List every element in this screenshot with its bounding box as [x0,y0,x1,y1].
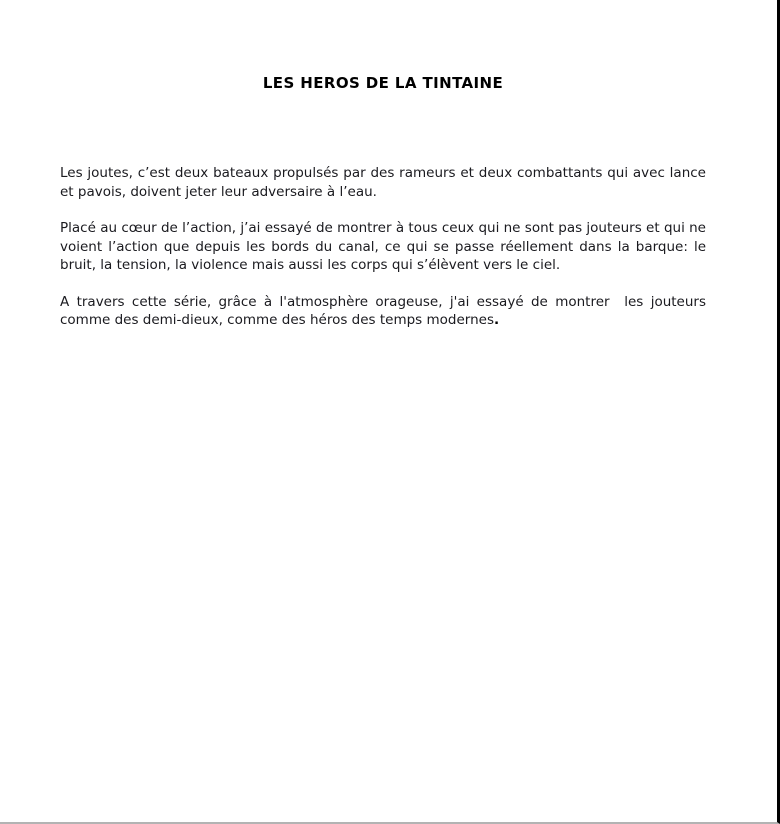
paragraph-2 [60,219,706,275]
paragraph-1-text: Les joutes, c’est deux bateaux propulsés par des rameurs et deux combattants qui avec lance et pavois, doivent jeter leur adversaire à l’eau. [60,165,706,200]
paragraph-1 [60,164,706,201]
document-title: LES HEROS DE LA TINTAINE [262,74,504,92]
paragraph-3-text: A travers cette série, grâce à l'atmosphère orageuse, j'ai essayé de montrer les jouteurs comme des demi-dieux, comme des héros des temps modernes [60,293,706,328]
paragraph-3 [60,293,706,330]
paragraph-3-bold-period: . [494,312,500,328]
document-body [0,0,706,330]
paragraph-2-text: Placé au cœur de l’action, j’ai essayé de montrer à tous ceux qui ne sont pas jouteurs et qui ne voient l’action que depuis les bords du canal, ce qui se passe réellement dans la barque: le bruit, la tension, la violence mais aussi les corps qui s’élèvent vers le ciel. [60,220,706,273]
